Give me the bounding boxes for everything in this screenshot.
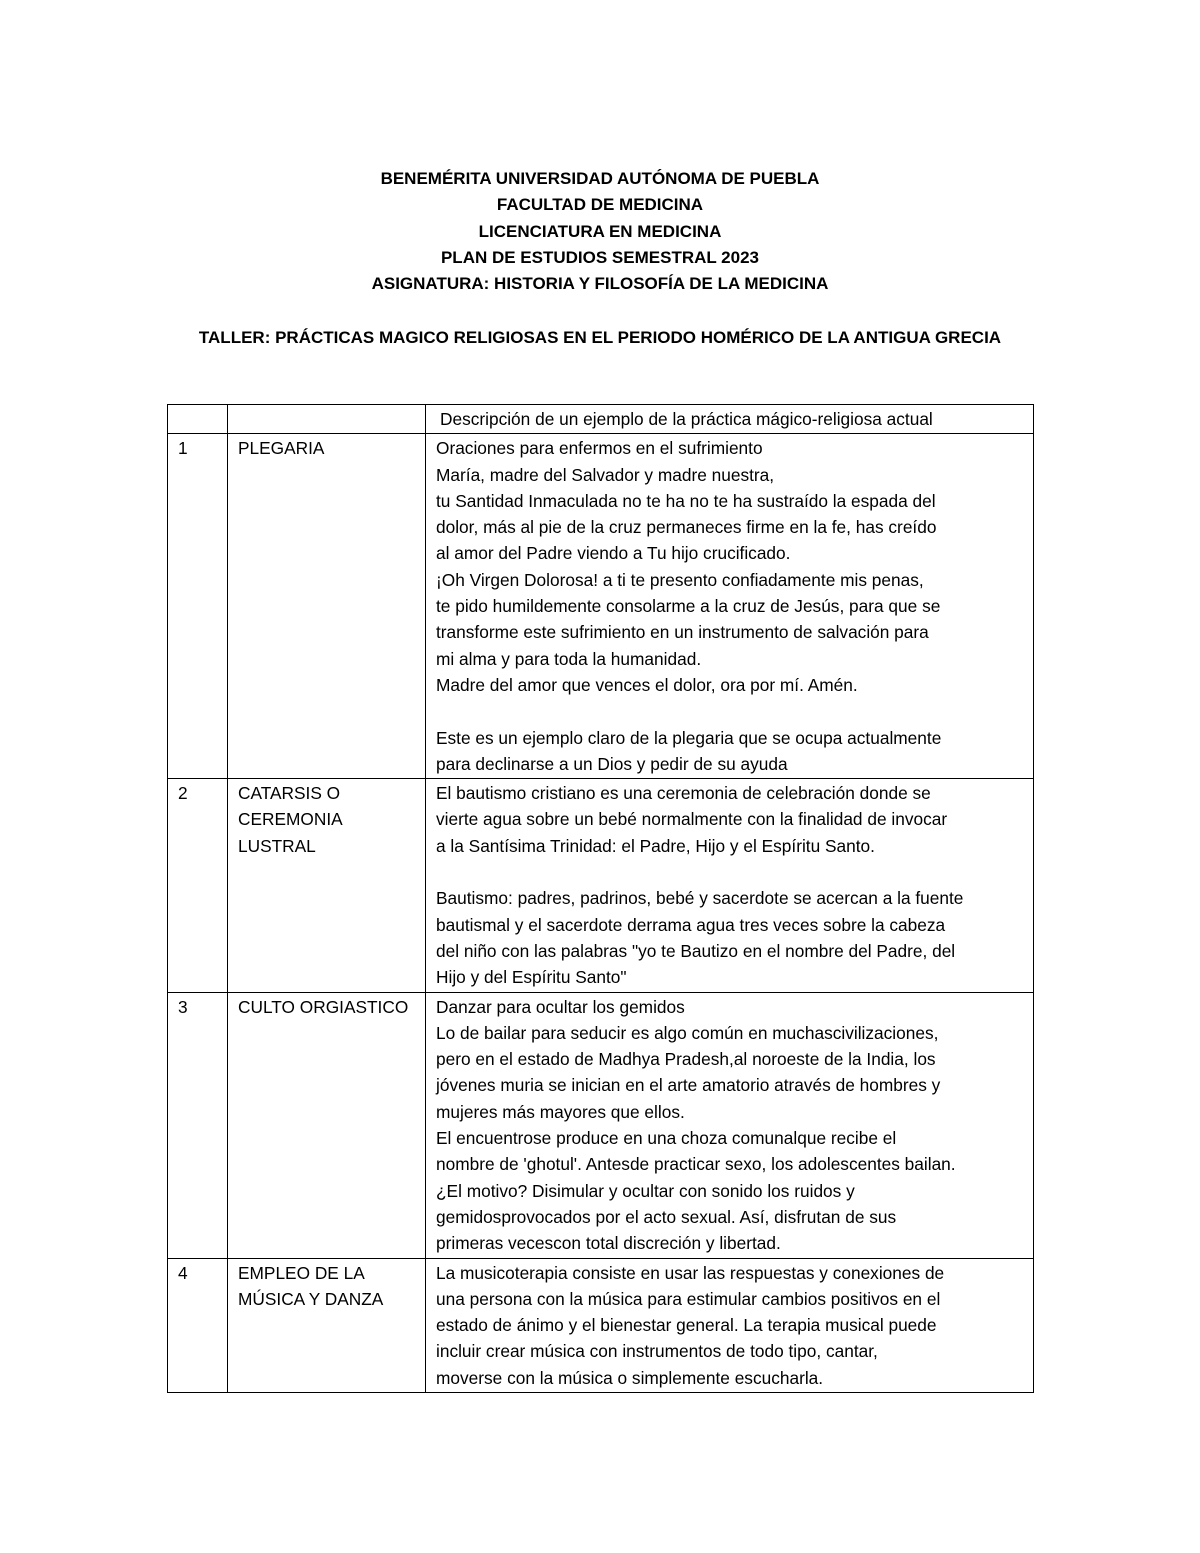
table-row <box>168 1258 1034 1392</box>
practice-name-line: EMPLEO DE LA <box>238 1262 365 1283</box>
practice-name <box>228 779 426 992</box>
description-line: al amor del Padre viendo a Tu hijo crucificado. <box>436 543 791 564</box>
description-line: El encuentrose produce en una choza comunalque recibe el <box>436 1128 897 1149</box>
description-line: María, madre del Salvador y madre nuestra, <box>436 464 775 485</box>
description-line: ¿El motivo? Disimular y ocultar con sonido los ruidos y <box>436 1180 855 1201</box>
table-row <box>168 434 1034 779</box>
description-line: jóvenes muria se inician en el arte amatorio através de hombres y <box>436 1075 941 1096</box>
document-header <box>0 166 1200 297</box>
practice-name: CULTO ORGIASTICO <box>228 992 426 1258</box>
header-cell-description: Descripción de un ejemplo de la práctica mágico-religiosa actual <box>426 405 1034 434</box>
description-line: pero en el estado de Madhya Pradesh,al noroeste de la India, los <box>436 1049 936 1070</box>
description-line: transforme este sufrimiento en un instrumento de salvación para <box>436 622 929 643</box>
workshop-title: TALLER: PRÁCTICAS MAGICO RELIGIOSAS EN EL PERIODO HOMÉRICO DE LA ANTIGUA GRECIA <box>198 328 1002 347</box>
description-line: nombre de 'ghotul'. Antesde practicar sexo, los adolescentes bailan. <box>436 1154 956 1175</box>
table-row <box>168 992 1034 1258</box>
description-line: a la Santísima Trinidad: el Padre, Hijo y el Espíritu Santo. <box>436 835 875 856</box>
study-plan: PLAN DE ESTUDIOS SEMESTRAL 2023 <box>440 247 760 267</box>
practice-description <box>426 434 1034 779</box>
description-line: dolor, más al pie de la cruz permaneces firme en la fe, has creído <box>436 517 937 538</box>
description-line: moverse con la música o simplemente escucharla. <box>436 1367 824 1388</box>
description-line: Danzar para ocultar los gemidos <box>436 996 685 1017</box>
header-cell-num <box>168 405 228 434</box>
table-row <box>168 779 1034 992</box>
practices-table <box>167 404 1034 1393</box>
row-number: 1 <box>168 434 228 779</box>
description-line: del niño con las palabras "yo te Bautizo en el nombre del Padre, del <box>436 940 956 961</box>
description-line: mujeres más mayores que ellos. <box>436 1101 685 1122</box>
description-line: te pido humildemente consolarme a la cruz de Jesús, para que se <box>436 596 941 617</box>
description-line: una persona con la música para estimular cambios positivos en el <box>436 1288 941 1309</box>
practice-description <box>426 992 1034 1258</box>
practice-name-line: CEREMONIA <box>238 809 343 830</box>
description-line: La musicoterapia consiste en usar las respuestas y conexiones de <box>436 1262 945 1283</box>
description-line: vierte agua sobre un bebé normalmente con la finalidad de invocar <box>436 809 948 830</box>
subject-name: ASIGNATURA: HISTORIA Y FILOSOFÍA DE LA MEDICINA <box>371 274 829 294</box>
description-line: Oraciones para enfermos en el sufrimiento <box>436 438 763 459</box>
description-line: estado de ánimo y el bienestar general. La terapia musical puede <box>436 1315 937 1336</box>
description-line: incluir crear música con instrumentos de todo tipo, cantar, <box>436 1341 878 1362</box>
description-line: Hijo y del Espíritu Santo" <box>436 967 627 988</box>
row-number: 3 <box>168 992 228 1258</box>
description-line: bautismal y el sacerdote derrama agua tres veces sobre la cabeza <box>436 914 946 935</box>
practice-name: PLEGARIA <box>228 434 426 779</box>
practice-name-line: LUSTRAL <box>238 835 316 856</box>
description-line: Este es un ejemplo claro de la plegaria que se ocupa actualmente <box>436 727 942 748</box>
description-line: primeras vecescon total discreción y libertad. <box>436 1233 781 1254</box>
practice-name-line: MÚSICA Y DANZA <box>238 1288 384 1309</box>
faculty-name: FACULTAD DE MEDICINA <box>496 195 704 215</box>
table-header-row <box>168 405 1034 434</box>
degree-name: LICENCIATURA EN MEDICINA <box>478 221 722 241</box>
description-line: Madre del amor que vences el dolor, ora por mí. Amén. <box>436 674 858 695</box>
blank-line <box>436 859 1023 885</box>
description-line: El bautismo cristiano es una ceremonia de celebración donde se <box>436 783 931 804</box>
university-name: BENEMÉRITA UNIVERSIDAD AUTÓNOMA DE PUEBLA <box>380 169 820 188</box>
practice-description <box>426 779 1034 992</box>
blank-line <box>436 698 1023 724</box>
description-line: mi alma y para toda la humanidad. <box>436 648 702 669</box>
description-line: tu Santidad Inmaculada no te ha no te ha sustraído la espada del <box>436 490 936 511</box>
description-line: gemidosprovocados por el acto sexual. Así, disfrutan de sus <box>436 1206 897 1227</box>
practice-description <box>426 1258 1034 1392</box>
description-line: Bautismo: padres, padrinos, bebé y sacerdote se acercan a la fuente <box>436 888 964 909</box>
description-line: ¡Oh Virgen Dolorosa! a ti te presento confiadamente mis penas, <box>436 569 924 590</box>
description-line: para declinarse a un Dios y pedir de su ayuda <box>436 753 788 774</box>
practice-name-line: CATARSIS O <box>238 783 341 804</box>
row-number: 4 <box>168 1258 228 1392</box>
description-line: Lo de bailar para seducir es algo común en muchascivilizaciones, <box>436 1022 939 1043</box>
header-cell-practice <box>228 405 426 434</box>
row-number: 2 <box>168 779 228 992</box>
practice-name <box>228 1258 426 1392</box>
